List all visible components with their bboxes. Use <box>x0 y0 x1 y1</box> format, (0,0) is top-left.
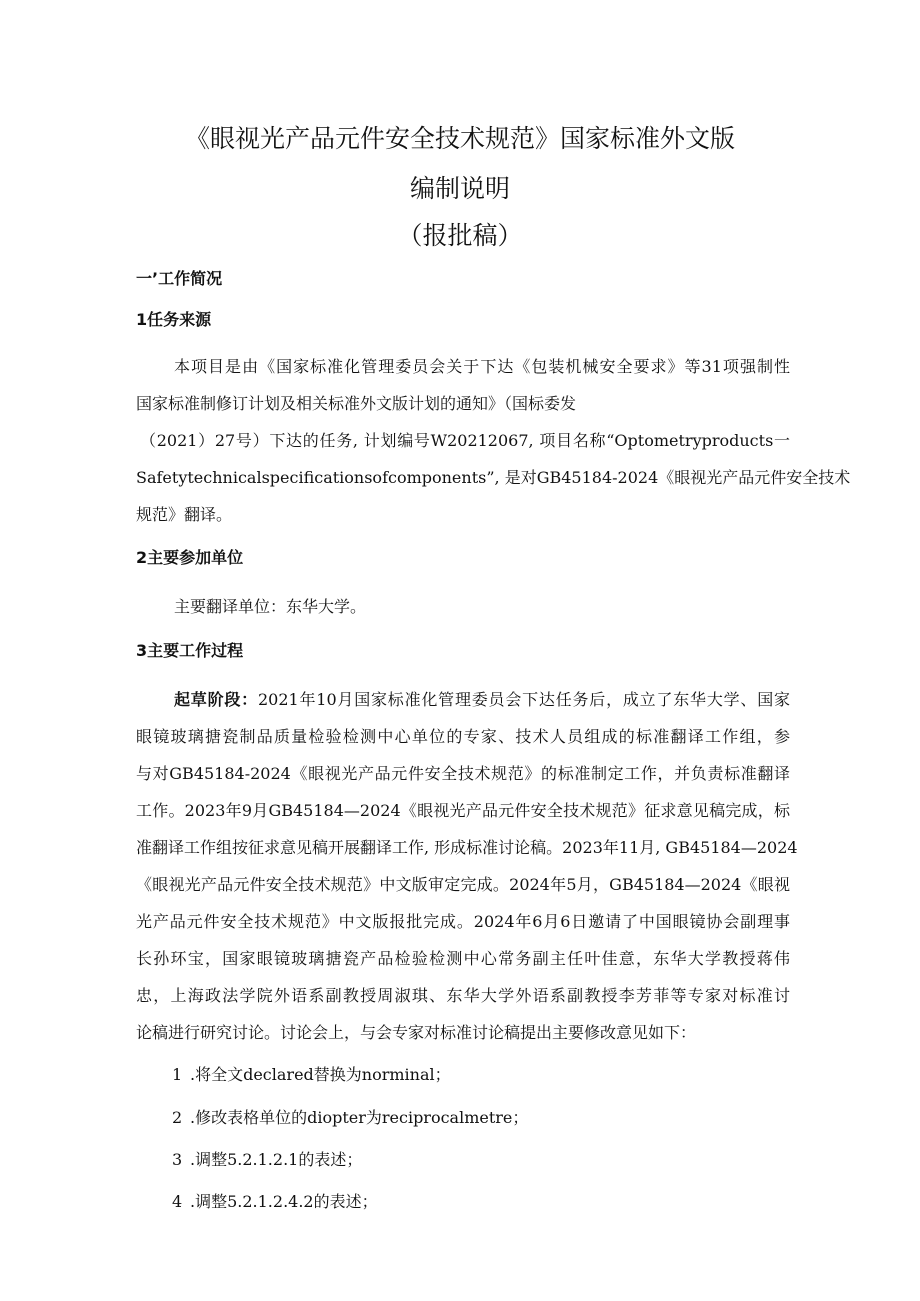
subsection-heading-work-process: 3主要工作过程 <box>136 641 244 660</box>
document-subtitle: 编制说明 <box>409 174 510 203</box>
list-item-number: 4 <box>172 1192 183 1211</box>
subsection-heading-task-source: 1任务来源 <box>136 310 212 329</box>
list-item-text: .调整5.2.1.2.1的表述； <box>190 1150 363 1169</box>
list-item-number: 3 <box>172 1150 183 1169</box>
list-item-number: 2 <box>172 1108 183 1127</box>
list-item <box>172 1108 528 1128</box>
list-item-text: .调整5.2.1.2.4.2的表述； <box>190 1192 378 1211</box>
list-item <box>172 1065 451 1085</box>
document-title: 《眼视光产品元件安全技术规范》国家标准外文版 <box>184 124 735 153</box>
list-item <box>172 1192 378 1212</box>
work-process-line: 准翻译工作组按征求意见稿开展翻译工作, 形成标准讨论稿。2023年11月, GB45184—2024 <box>136 838 798 857</box>
task-source-line: （2021）27号）下达的任务, 计划编号W20212067, 项目名称“Optometryproducts一 <box>140 431 790 450</box>
task-source-line: 国家标准制修订计划及相关标准外文版计划的通知》（国标委发 <box>136 394 577 413</box>
subsection-heading-participants: 2主要参加单位 <box>136 548 244 567</box>
work-process-text: 2021年10月国家标准化管理委员会下达任务后，成立了东华大学、国家 <box>257 690 790 709</box>
section-heading-work-overview: 一’工作简况 <box>136 269 223 288</box>
work-process-line: 工作。2023年9月GB45184—2024《眼视光产品元件安全技术规范》征求意见稿完成，标 <box>136 801 790 820</box>
task-source-line: 规范》翻译。 <box>136 505 233 524</box>
work-process-line <box>174 690 790 710</box>
list-item <box>172 1150 362 1170</box>
drafting-stage-label: 起草阶段： <box>174 690 258 709</box>
work-process-line: 长孙环宝，国家眼镜玻璃搪瓷产品检验检测中心常务副主任叶佳意，东华大学教授蒋伟 <box>136 949 790 968</box>
participants-text: 主要翻译单位：东华大学。 <box>174 597 367 616</box>
list-item-text: .修改表格单位的diopter为reciprocalmetre； <box>190 1108 529 1127</box>
work-process-line: 《眼视光产品元件安全技术规范》中文版审定完成。2024年5月，GB45184—2024《眼视 <box>136 875 790 894</box>
work-process-line: 忠，上海政法学院外语系副教授周淑琪、东华大学外语系副教授李芳菲等专家对标准讨 <box>136 986 790 1005</box>
task-source-line: 本项目是由《国家标准化管理委员会关于下达《包装机械安全要求》等31项强制性 <box>174 357 790 376</box>
list-item-text: .将全文declared替换为norminal； <box>190 1065 451 1084</box>
document-draft-label: （报批稿） <box>397 221 523 250</box>
work-process-line: 光产品元件安全技术规范》中文版报批完成。2024年6月6日邀请了中国眼镜协会副理事 <box>136 912 790 931</box>
task-source-line: Safetytechnicalspecificationsofcomponents”, 是对GB45184-2024《眼视光产品元件安全技术 <box>136 468 851 487</box>
work-process-line: 眼镜玻璃搪瓷制品质量检验检测中心单位的专家、技术人员组成的标准翻译工作组，参 <box>136 727 790 746</box>
work-process-line: 与对GB45184-2024《眼视光产品元件安全技术规范》的标准制定工作，并负责标准翻译 <box>136 764 790 783</box>
list-item-number: 1 <box>172 1065 183 1084</box>
work-process-line: 论稿进行研究讨论。讨论会上，与会专家对标准讨论稿提出主要修改意见如下： <box>136 1023 697 1042</box>
